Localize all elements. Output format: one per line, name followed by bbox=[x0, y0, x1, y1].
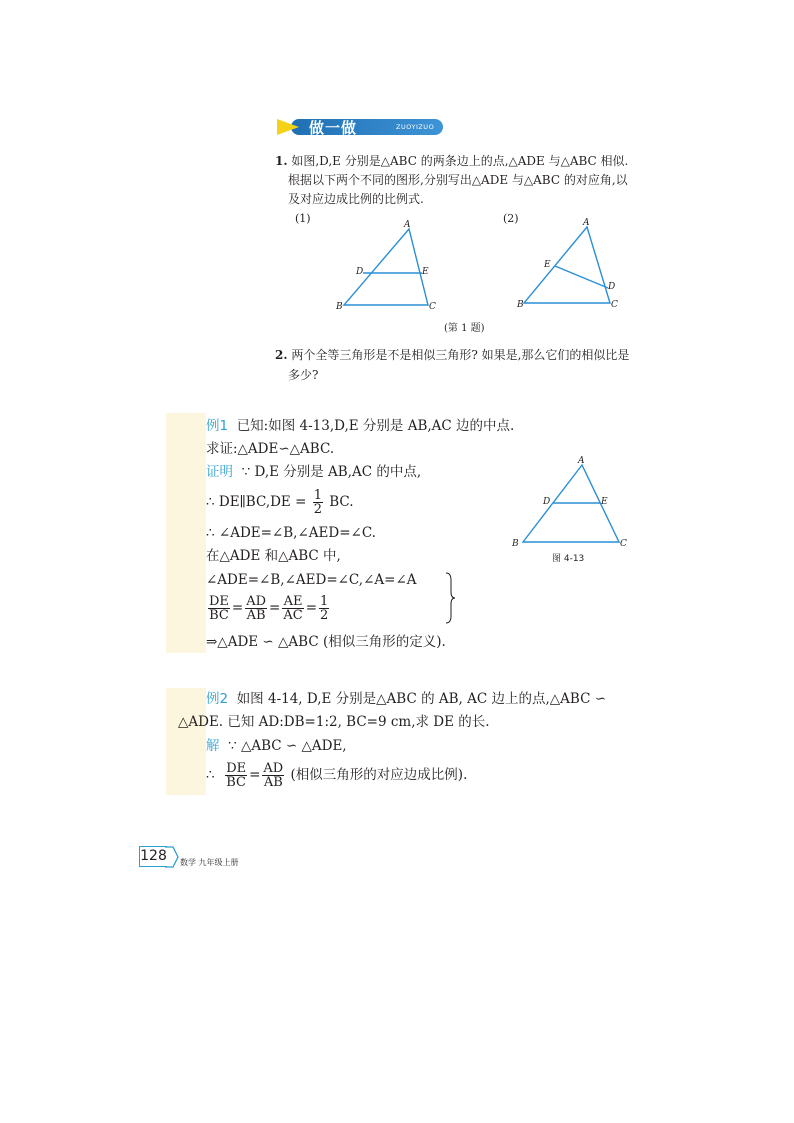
fraction-de-bc: $\frac{DE}{BC}$ bbox=[209, 594, 229, 623]
fraction-ae-ac: $\frac{AE}{AC}$ bbox=[283, 594, 303, 623]
solution-label: 解 bbox=[206, 738, 220, 754]
vertex-a: A bbox=[578, 456, 585, 466]
exercise-1-line-2: 根据以下两个不同的图形,分别写出△ADE 与△ABC 的对应角,以 bbox=[288, 173, 628, 187]
vertex-a: A bbox=[583, 218, 590, 228]
exercise-1-line-3: 及对应边成比例的比例式. bbox=[288, 192, 424, 206]
fraction-ad-ab: $\frac{AD}{AB}$ bbox=[246, 594, 267, 623]
vertex-d: D bbox=[543, 497, 551, 507]
fraction-half: $\frac{1}{2}$ bbox=[313, 488, 322, 517]
example-2-line-4: ∴ $\frac{DE}{BC}$ = $\frac{AD}{AB}$ (相似三角形的对应边成比例). bbox=[206, 761, 468, 790]
figure-2-label: (2) bbox=[503, 212, 519, 225]
example-1-tint bbox=[166, 413, 206, 653]
vertex-e: E bbox=[601, 497, 608, 507]
section-pinyin: ZUOYIZUO bbox=[396, 123, 435, 131]
example-2-line-1: 例2 如图 4-14, D,E 分别是△ABC 的 AB, AC 边上的点,△ABC ∽ bbox=[206, 691, 607, 707]
right-brace-icon bbox=[445, 572, 455, 624]
exercise-2-line-1: 2. 两个全等三角形是不是相似三角形? 如果是,那么它们的相似比是 bbox=[275, 348, 630, 362]
vertex-b: B bbox=[336, 302, 343, 312]
book-title: 数学 九年级上册 bbox=[180, 858, 239, 867]
example-1-label: 例1 bbox=[206, 418, 229, 434]
vertex-b: B bbox=[517, 300, 524, 310]
figure-4-13-caption: 图 4-13 bbox=[552, 554, 585, 564]
vertex-d: D bbox=[356, 267, 364, 277]
vertex-d: D bbox=[608, 282, 616, 292]
exercise-2-line-2: 多少? bbox=[288, 368, 319, 382]
page-tab-arrow-icon bbox=[165, 846, 179, 868]
example-1-line-2: 求证:△ADE∽△ABC. bbox=[206, 441, 335, 457]
vertex-c: C bbox=[611, 300, 618, 310]
example-2-label: 例2 bbox=[206, 691, 229, 707]
figure-4-13-triangle bbox=[508, 453, 632, 549]
figure-1-triangle bbox=[330, 215, 442, 315]
example-2-tint bbox=[166, 688, 206, 795]
vertex-b: B bbox=[512, 539, 519, 549]
page-number: 128 bbox=[139, 846, 167, 867]
example-1-line-7: ∠ADE=∠B,∠AED=∠C,∠A=∠A bbox=[206, 572, 417, 588]
section-title: 做一做 bbox=[309, 119, 358, 137]
example-1-line-4: ∴ DE∥BC,DE = $\frac{1}{2}$ BC. bbox=[206, 488, 354, 517]
figure-1-label: (1) bbox=[295, 212, 311, 225]
vertex-c: C bbox=[429, 302, 436, 312]
figure-caption: (第 1 题) bbox=[444, 323, 485, 334]
exercise-1-line-1: 1. 如图,D,E 分别是△ABC 的两条边上的点,△ADE 与△ABC 相似. bbox=[275, 154, 629, 168]
fraction-ad-ab: $\frac{AD}{AB}$ bbox=[263, 761, 284, 790]
vertex-e: E bbox=[422, 267, 429, 277]
vertex-c: C bbox=[620, 539, 627, 549]
example-1-line-1: 例1 已知:如图 4-13,D,E 分别是 AB,AC 边的中点. bbox=[206, 418, 515, 434]
example-1-line-6: 在△ADE 和△ABC 中, bbox=[206, 548, 341, 564]
example-1-line-5: ∴ ∠ADE=∠B,∠AED=∠C. bbox=[206, 525, 376, 541]
fraction-one-half: $\frac{1}{2}$ bbox=[320, 594, 329, 623]
example-2-line-2: △ADE. 已知 AD:DB=1:2, BC=9 cm,求 DE 的长. bbox=[178, 714, 490, 730]
fraction-de-bc: $\frac{DE}{BC}$ bbox=[226, 761, 247, 790]
example-2-line-3: 解 ∵ △ABC ∽ △ADE, bbox=[206, 738, 347, 754]
figure-2-triangle bbox=[512, 212, 624, 312]
proof-label: 证明 bbox=[206, 464, 233, 480]
vertex-a: A bbox=[404, 220, 411, 230]
vertex-e: E bbox=[544, 260, 551, 270]
example-1-line-8: $\frac{DE}{BC}$ = $\frac{AD}{AB}$ = $\frac{AE}{AC}$ = $\frac{1}{2}$ bbox=[209, 594, 329, 623]
example-1-line-9: ⇒△ADE ∽ △ABC (相似三角形的定义). bbox=[206, 634, 446, 650]
example-1-line-3: 证明 ∵ D,E 分别是 AB,AC 的中点, bbox=[206, 464, 422, 480]
